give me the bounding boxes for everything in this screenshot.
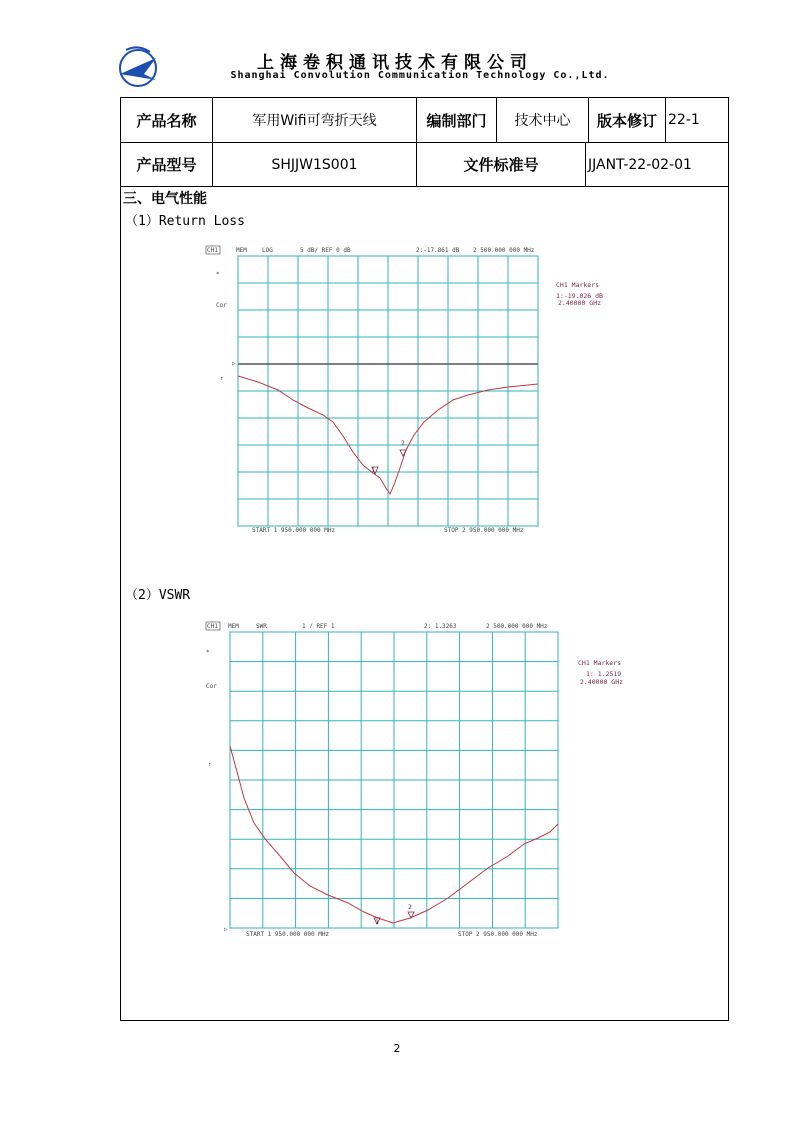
plot1-marker-readout: 2:-17.861 dB bbox=[416, 247, 460, 254]
plot2-marker1: 1 bbox=[375, 918, 379, 926]
plot2-star: * bbox=[206, 649, 210, 656]
plot2-marker2: 2 bbox=[408, 903, 412, 911]
plot2-stop-freq: STOP 2 950.000 000 MHz bbox=[458, 931, 538, 938]
dept-value: 技术中心 bbox=[497, 98, 589, 143]
plot2-ch-label: CH1 bbox=[207, 623, 218, 630]
plot2-grid bbox=[230, 632, 558, 928]
plot1-ch-label: CH1 bbox=[207, 247, 218, 254]
plot1-arrow: ↑ bbox=[220, 375, 224, 382]
plot2-format-label: SWR bbox=[256, 623, 267, 630]
doc-number-label: 文件标准号 bbox=[417, 143, 586, 187]
dept-label: 编制部门 bbox=[417, 98, 497, 143]
plot1-mem-label: MEM bbox=[236, 247, 247, 254]
plot2-arrow: ↑ bbox=[208, 761, 212, 768]
product-name-label: 产品名称 bbox=[121, 98, 213, 143]
company-logo bbox=[116, 44, 160, 90]
vswr-heading: （2）VSWR bbox=[125, 588, 191, 603]
plot1-marker2: 2 bbox=[401, 439, 405, 447]
section-title: 三、电气性能 bbox=[123, 191, 207, 207]
model-label: 产品型号 bbox=[121, 143, 213, 187]
plot2-start-freq: START 1 950.000 000 MHz bbox=[246, 931, 330, 938]
company-name-cn: 上海卷积通讯技术有限公司 bbox=[257, 53, 533, 73]
page-number: 2 bbox=[393, 1042, 401, 1055]
plot1-format-label: LOG bbox=[262, 247, 273, 254]
plot2-cor: Cor bbox=[206, 683, 217, 690]
plot2-ref-pointer: ▷ bbox=[224, 926, 228, 933]
plot1-marker1: 1 bbox=[371, 466, 375, 474]
plot2-marker-readout: 2: 1.3263 bbox=[424, 623, 457, 630]
return-loss-plot bbox=[198, 240, 618, 540]
doc-number-value: JJANT-22-02-01 bbox=[586, 143, 728, 187]
plot1-marker-freq: 2.40000 GHz bbox=[558, 299, 602, 307]
plot1-scale-label: 5 dB/ REF 0 dB bbox=[300, 247, 351, 254]
plot2-mem-label: MEM bbox=[228, 623, 239, 630]
revision-value: 22-1 bbox=[666, 98, 728, 143]
plot1-star: * bbox=[216, 271, 220, 278]
return-loss-heading: （1）Return Loss bbox=[125, 214, 245, 229]
model-value: SHJJW1S001 bbox=[213, 143, 417, 187]
plot2-markers-title: CH1 Markers bbox=[578, 659, 622, 667]
company-name-en: Shanghai Convolution Communication Technology Co.,Ltd. bbox=[230, 70, 610, 81]
plot2-marker-freq: 2.40000 GHz bbox=[580, 678, 624, 686]
plot1-stop-freq: STOP 2 950.000 000 MHz bbox=[444, 527, 524, 534]
plot1-grid bbox=[238, 256, 538, 526]
plot2-freq-readout: 2 500.000 000 MHz bbox=[486, 623, 548, 630]
plot1-marker-value: 1:-19.026 dB bbox=[556, 292, 603, 300]
plot1-cor: Cor bbox=[216, 302, 227, 309]
plot1-markers-title: CH1 Markers bbox=[556, 281, 600, 289]
product-name-value: 军用Wifi可弯折天线 bbox=[213, 98, 417, 143]
plot2-scale-label: 1 / REF 1 bbox=[302, 623, 335, 630]
plot1-ref-pointer: ▷ bbox=[232, 360, 236, 367]
plot1-start-freq: START 1 950.000 000 MHz bbox=[252, 527, 336, 534]
revision-label: 版本修订 bbox=[589, 98, 666, 143]
plot1-freq-readout: 2 500.000 000 MHz bbox=[473, 247, 535, 254]
plot2-marker-value: 1: 1.2519 bbox=[586, 670, 622, 678]
vswr-plot bbox=[198, 618, 624, 948]
